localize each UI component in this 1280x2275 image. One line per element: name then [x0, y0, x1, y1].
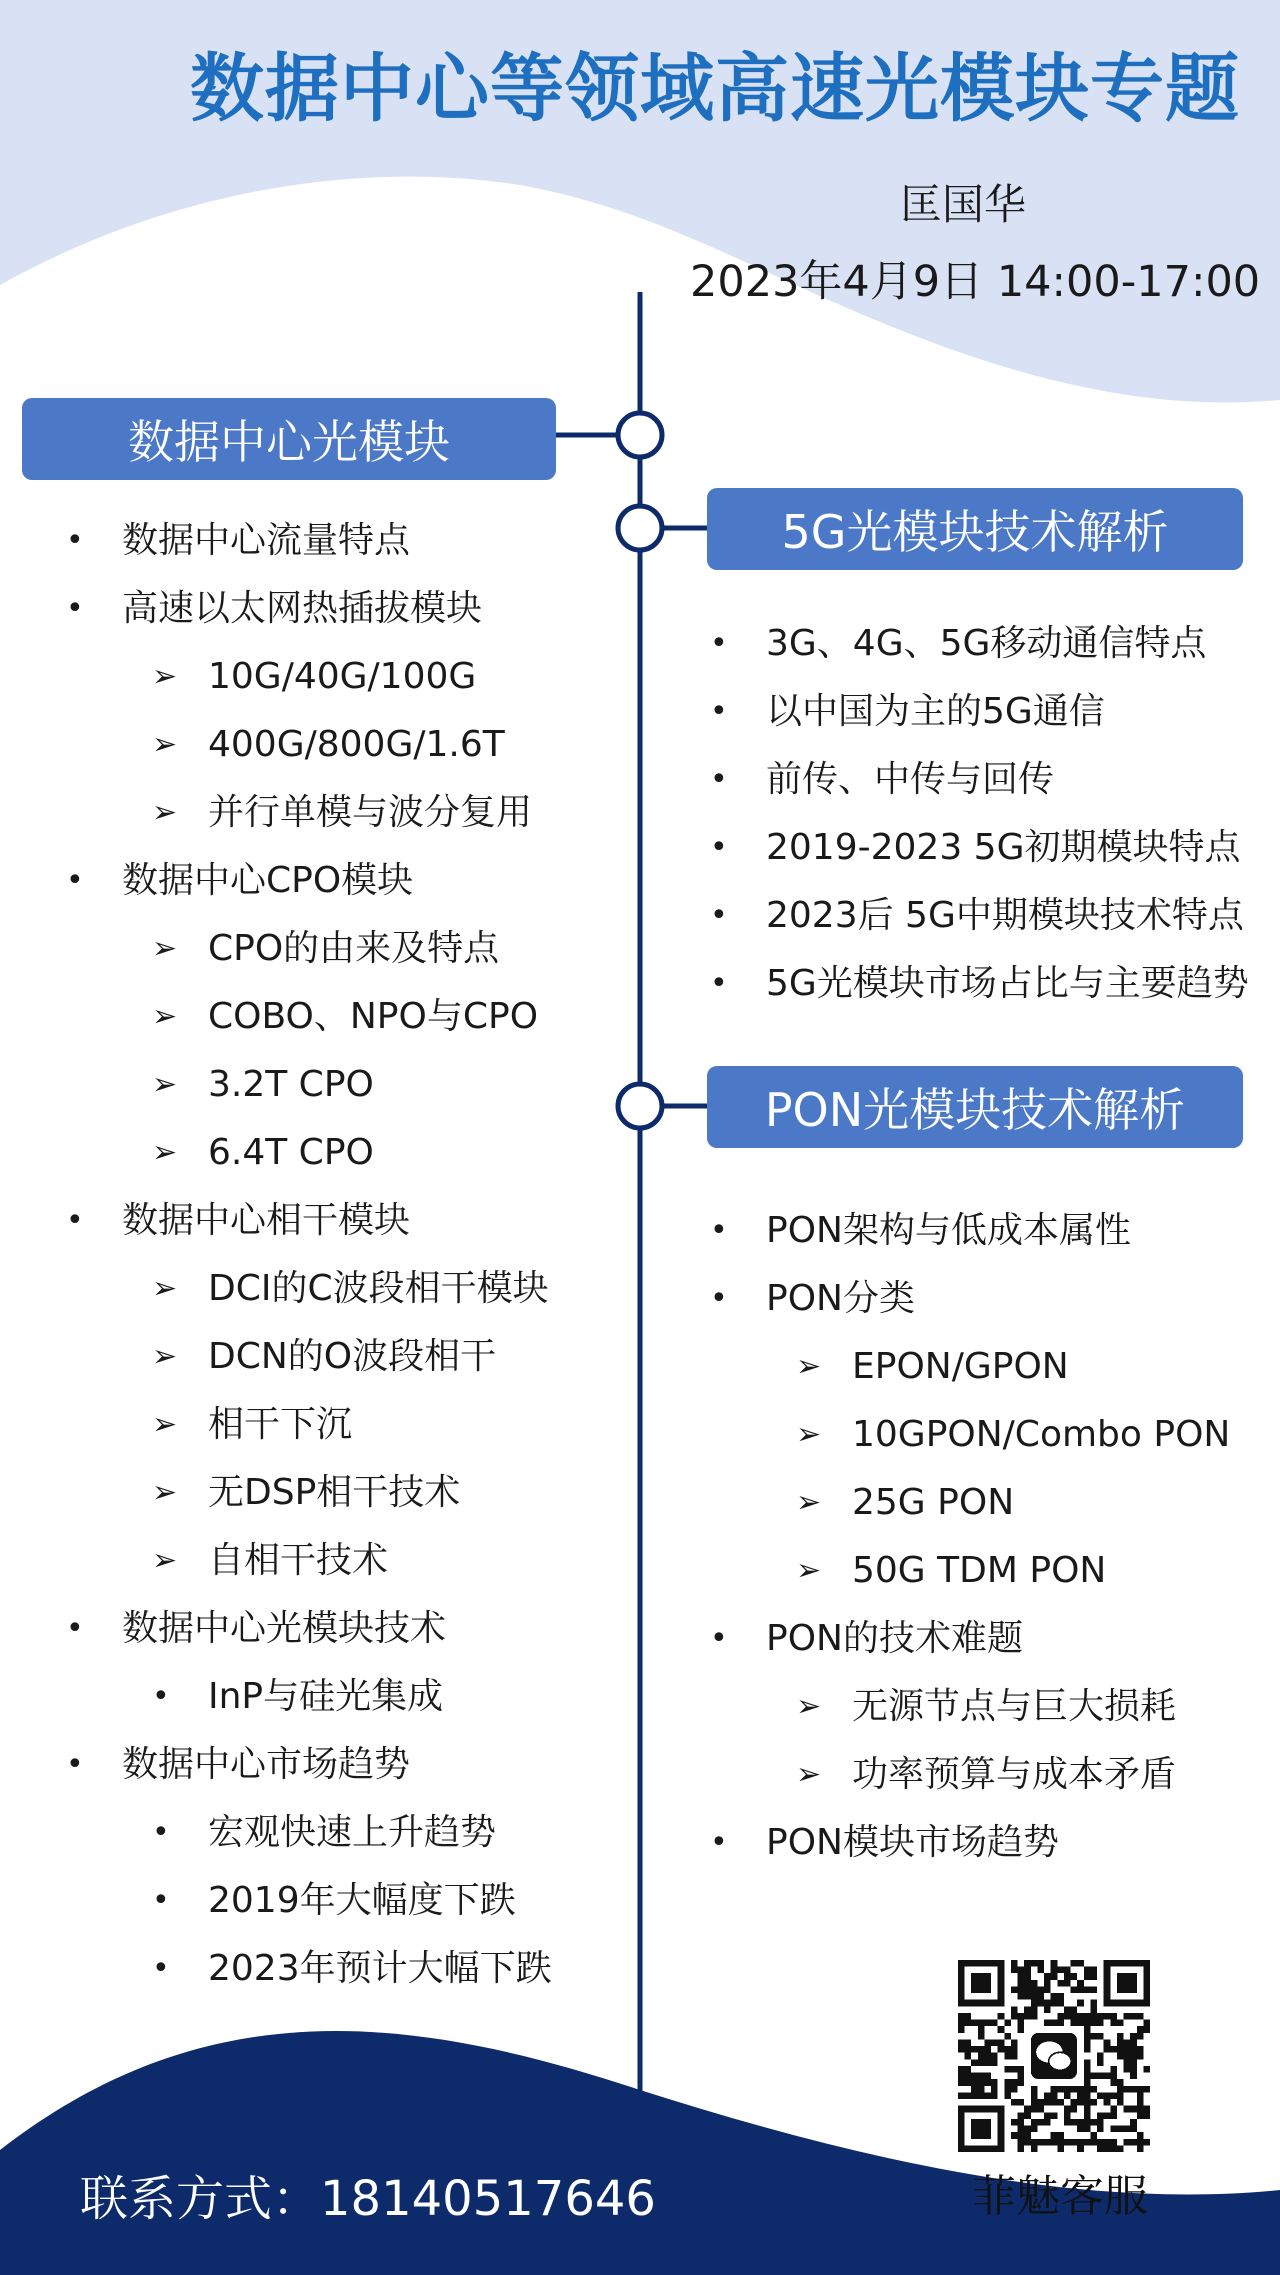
list-item: • 3G、4G、5G移动通信特点 [666, 610, 1280, 678]
list-item: ➢ CPO的由来及特点 [22, 915, 642, 983]
list-item: • PON分类 [666, 1265, 1280, 1333]
list-item: ➢ 10G/40G/100G [22, 643, 642, 711]
list-item: ➢ 无DSP相干技术 [22, 1459, 642, 1527]
list-item: • 数据中心光模块技术 [22, 1595, 642, 1663]
datacenter-topic-list [22, 507, 642, 2003]
list-item: ➢ EPON/GPON [666, 1333, 1280, 1401]
list-item: ➢ DCN的O波段相干 [22, 1323, 642, 1391]
list-item: • 宏观快速上升趋势 [22, 1799, 642, 1867]
list-item: • 数据中心相干模块 [22, 1187, 642, 1255]
list-item: ➢ 50G TDM PON [666, 1537, 1280, 1605]
list-item: • PON架构与低成本属性 [666, 1197, 1280, 1265]
list-item: • 2019年大幅度下跌 [22, 1867, 642, 1935]
event-datetime: 2023年4月9日 14:00-17:00 [690, 257, 1261, 307]
list-item: ➢ 25G PON [666, 1469, 1280, 1537]
list-item: ➢ 并行单模与波分复用 [22, 779, 642, 847]
contact-info: 联系方式：18140517646 [80, 2171, 656, 2227]
section-heading-5g: 5G光模块技术解析 [707, 488, 1243, 570]
section-heading-datacenter: 数据中心光模块 [22, 398, 556, 480]
list-item: • PON模块市场趋势 [666, 1809, 1280, 1877]
list-item: • 数据中心市场趋势 [22, 1731, 642, 1799]
section-heading-pon: PON光模块技术解析 [707, 1066, 1243, 1148]
list-item: • 以中国为主的5G通信 [666, 678, 1280, 746]
list-item: ➢ 无源节点与巨大损耗 [666, 1673, 1280, 1741]
list-item: ➢ 功率预算与成本矛盾 [666, 1741, 1280, 1809]
list-item: • 数据中心CPO模块 [22, 847, 642, 915]
qr-caption: 菲魅客服 [972, 2171, 1148, 2222]
node-datacenter [618, 413, 662, 457]
list-item: • 5G光模块市场占比与主要趋势 [666, 950, 1280, 1018]
pon-topic-list [666, 1197, 1280, 1877]
list-item: • 数据中心流量特点 [22, 507, 642, 575]
list-item: ➢ DCI的C波段相干模块 [22, 1255, 642, 1323]
list-item: • 前传、中传与回传 [666, 746, 1280, 814]
wechat-icon [1031, 2033, 1077, 2079]
list-item: ➢ 相干下沉 [22, 1391, 642, 1459]
list-item: ➢ 10GPON/Combo PON [666, 1401, 1280, 1469]
list-item: • 2023年预计大幅下跌 [22, 1935, 642, 2003]
poster-title: 数据中心等领域高速光模块专题 [190, 46, 1240, 132]
list-item: • 高速以太网热插拔模块 [22, 575, 642, 643]
list-item: • PON的技术难题 [666, 1605, 1280, 1673]
list-item: • InP与硅光集成 [22, 1663, 642, 1731]
5g-topic-list [666, 610, 1280, 1018]
list-item: • 2023后 5G中期模块技术特点 [666, 882, 1280, 950]
list-item: ➢ 6.4T CPO [22, 1119, 642, 1187]
list-item: ➢ COBO、NPO与CPO [22, 983, 642, 1051]
list-item: ➢ 自相干技术 [22, 1527, 642, 1595]
speaker-name: 匡国华 [900, 180, 1027, 229]
list-item: ➢ 3.2T CPO [22, 1051, 642, 1119]
qr-code-icon [958, 1960, 1150, 2152]
list-item: • 2019-2023 5G初期模块特点 [666, 814, 1280, 882]
list-item: ➢ 400G/800G/1.6T [22, 711, 642, 779]
